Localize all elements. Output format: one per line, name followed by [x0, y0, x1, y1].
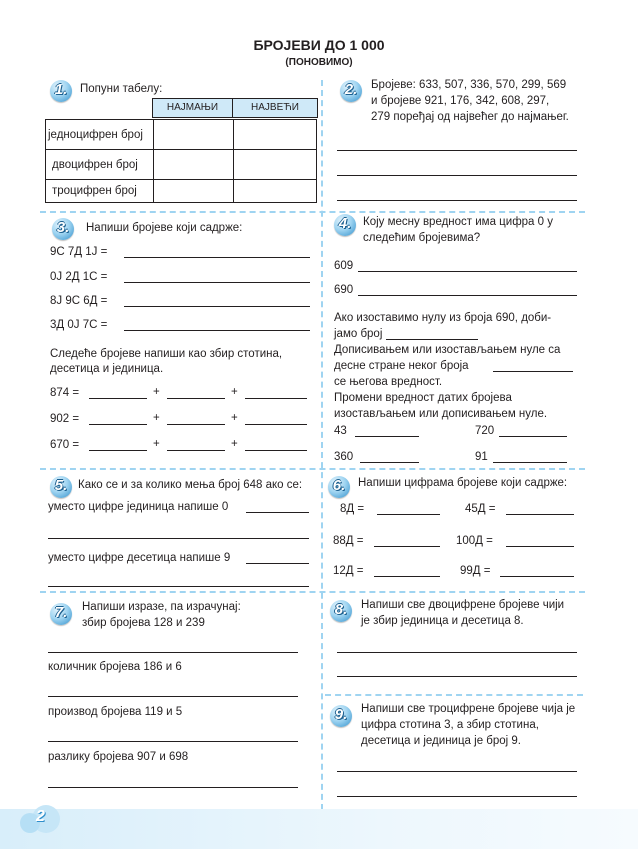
answer-line[interactable]: [337, 771, 577, 772]
plus-sign: +: [231, 386, 238, 398]
answer-line[interactable]: [377, 514, 440, 515]
task-4-paragraph: се његова вредност.: [334, 376, 443, 388]
task-6-item: 88Д =: [333, 535, 364, 547]
answer-line[interactable]: [245, 424, 307, 425]
task-2-number-badge: 2.: [340, 80, 362, 102]
task-4-paragraph: Дописивањем или изостављањем нуле са: [334, 344, 561, 356]
answer-line[interactable]: [48, 787, 298, 788]
task-5-instruction: Како се и за колико мења број 648 ако се:: [78, 479, 303, 491]
task-4-paragraph: Ако изоставимо нулу из броја 690, доби-: [334, 312, 552, 324]
task-4-value: 720: [475, 425, 495, 437]
answer-line[interactable]: [337, 796, 577, 797]
task-3-sub-2: десетица и јединица.: [50, 363, 164, 375]
task-2-line-1: Бројеве: 633, 507, 336, 570, 299, 569: [371, 79, 567, 91]
task-4-paragraph: Промени вредност датих бројева: [334, 392, 512, 404]
answer-line[interactable]: [48, 586, 309, 587]
task-7-item: збир бројева 128 и 239: [82, 617, 205, 629]
answer-line[interactable]: [48, 741, 298, 742]
footer-band: [0, 805, 638, 849]
task-7-item: разлику бројева 907 и 698: [48, 751, 189, 763]
answer-line[interactable]: [48, 652, 298, 653]
task-4-question-1: Коју месну вредност има цифра 0 у: [363, 216, 553, 228]
task-8-number-badge: 8.: [330, 600, 352, 622]
answer-line[interactable]: [374, 576, 440, 577]
task-4-paragraph: изостављањем или дописивањем нуле.: [334, 408, 548, 420]
table-cell-input[interactable]: [233, 149, 317, 180]
task-3-sum: 902 =: [50, 413, 80, 425]
answer-line[interactable]: [499, 436, 567, 437]
answer-line[interactable]: [374, 546, 440, 547]
table-row-label: двоцифрен број: [45, 149, 154, 180]
table-cell-input[interactable]: [153, 149, 234, 180]
table-cell-input[interactable]: [153, 119, 234, 150]
task-6-item: 8Д =: [340, 503, 365, 515]
task-4-question-2: следећим бројевима?: [363, 232, 481, 244]
task-9-number-badge: 9.: [330, 705, 352, 727]
plus-sign: +: [153, 412, 160, 424]
answer-line[interactable]: [124, 257, 310, 258]
task-3-item: 8Ј 9С 6Д =: [50, 295, 108, 307]
row-divider-4: [325, 694, 583, 696]
table-cell-input[interactable]: [233, 119, 317, 150]
task-6-instruction: Напиши цифрама бројеве који садрже:: [358, 477, 568, 489]
answer-line[interactable]: [493, 462, 567, 463]
task-6-number-badge: 6.: [328, 476, 350, 498]
task-6-item: 100Д =: [456, 535, 493, 547]
task-9-line-2: цифра стотина 3, а збир стотина,: [361, 719, 539, 731]
plus-sign: +: [153, 438, 160, 450]
task-4-number-badge: 4.: [334, 214, 356, 236]
task-3-sub-1: Следеће бројеве напиши као збир стотина,: [50, 348, 283, 360]
answer-line[interactable]: [506, 514, 574, 515]
answer-line[interactable]: [89, 424, 147, 425]
answer-line[interactable]: [337, 150, 577, 151]
task-3-number-badge: 3.: [52, 218, 74, 240]
page-subtitle: (ПОНОВИМО): [285, 57, 353, 68]
page-number: 2: [36, 808, 45, 825]
answer-line[interactable]: [386, 339, 478, 340]
task-3-sum: 670 =: [50, 439, 80, 451]
answer-line[interactable]: [360, 462, 419, 463]
answer-line[interactable]: [48, 696, 298, 697]
task-2-line-3: 279 поређај од највећег до најмањег.: [371, 111, 569, 123]
task-3-instruction: Напиши бројеве који садрже:: [86, 222, 243, 234]
answer-line[interactable]: [337, 175, 577, 176]
answer-line[interactable]: [124, 306, 310, 307]
answer-line[interactable]: [337, 652, 577, 653]
task-4-value: 91: [475, 451, 488, 463]
answer-line[interactable]: [358, 271, 577, 272]
answer-line[interactable]: [167, 424, 225, 425]
task-3-item: 3Д 0Ј 7С =: [50, 319, 108, 331]
answer-line[interactable]: [89, 398, 147, 399]
task-4-number: 690: [334, 284, 354, 296]
table-row-label: троцифрен број: [45, 179, 154, 203]
table-cell-input[interactable]: [233, 179, 317, 203]
task-3-item: 0Ј 2Д 1С =: [50, 271, 108, 283]
task-6-item: 99Д =: [460, 565, 491, 577]
answer-line[interactable]: [506, 546, 574, 547]
answer-line[interactable]: [124, 282, 310, 283]
task-8-line-1: Напиши све двоцифрене бројеве чији: [361, 599, 565, 611]
task-5-option-b: уместо цифре десетица напише 9: [48, 552, 231, 564]
plus-sign: +: [153, 386, 160, 398]
task-5-option-a: уместо цифре јединица напише 0: [48, 501, 229, 513]
task-4-value: 360: [334, 451, 354, 463]
answer-line[interactable]: [337, 676, 577, 677]
answer-line[interactable]: [337, 200, 577, 201]
table-header-min: НАЈМАЊИ: [152, 98, 233, 118]
task-7-item: производ бројева 119 и 5: [48, 706, 183, 718]
task-8-line-2: је збир јединица и десетица 8.: [361, 615, 524, 627]
answer-line[interactable]: [355, 436, 419, 437]
answer-line[interactable]: [124, 330, 310, 331]
task-5-number-badge: 5.: [50, 476, 72, 498]
task-1-number-badge: 1.: [50, 80, 72, 102]
answer-line[interactable]: [358, 295, 577, 296]
task-4-number: 609: [334, 260, 354, 272]
task-7-instruction: Напиши изразе, па израчунај:: [82, 601, 241, 613]
answer-line[interactable]: [493, 371, 573, 372]
task-9-line-3: десетица и јединица је број 9.: [361, 735, 522, 747]
task-6-item: 12Д =: [333, 565, 364, 577]
plus-sign: +: [231, 412, 238, 424]
task-4-paragraph: десне стране неког броја: [334, 360, 469, 372]
task-1-instruction: Попуни табелу:: [80, 83, 163, 95]
task-6-item: 45Д =: [465, 503, 496, 515]
task-3-item: 9С 7Д 1Ј =: [50, 246, 108, 258]
row-divider-3: [40, 591, 585, 593]
answer-line[interactable]: [246, 512, 309, 513]
row-divider-1: [40, 211, 585, 213]
answer-line[interactable]: [167, 398, 225, 399]
answer-line[interactable]: [48, 538, 309, 539]
plus-sign: +: [231, 438, 238, 450]
task-4-paragraph: јамо број: [334, 328, 383, 340]
task-2-line-2: и бројеве 921, 176, 342, 608, 297,: [371, 95, 550, 107]
table-cell-input[interactable]: [153, 179, 234, 203]
answer-line[interactable]: [89, 450, 147, 451]
task-9-line-1: Напиши све троцифрене бројеве чија је: [361, 703, 576, 715]
page-title: БРОЈЕВИ ДО 1 000: [253, 37, 385, 53]
row-divider-2: [40, 468, 585, 470]
answer-line[interactable]: [245, 398, 307, 399]
answer-line[interactable]: [246, 563, 309, 564]
answer-line[interactable]: [500, 576, 574, 577]
task-3-sum: 874 =: [50, 387, 80, 399]
table-header-max: НАЈВЕЋИ: [232, 98, 318, 118]
column-divider: [321, 80, 323, 820]
task-7-item: количник бројева 186 и 6: [48, 661, 182, 673]
answer-line[interactable]: [167, 450, 225, 451]
answer-line[interactable]: [245, 450, 307, 451]
task-7-number-badge: 7.: [50, 603, 72, 625]
task-4-value: 43: [334, 425, 347, 437]
table-row-label: једноцифрен број: [45, 119, 154, 150]
